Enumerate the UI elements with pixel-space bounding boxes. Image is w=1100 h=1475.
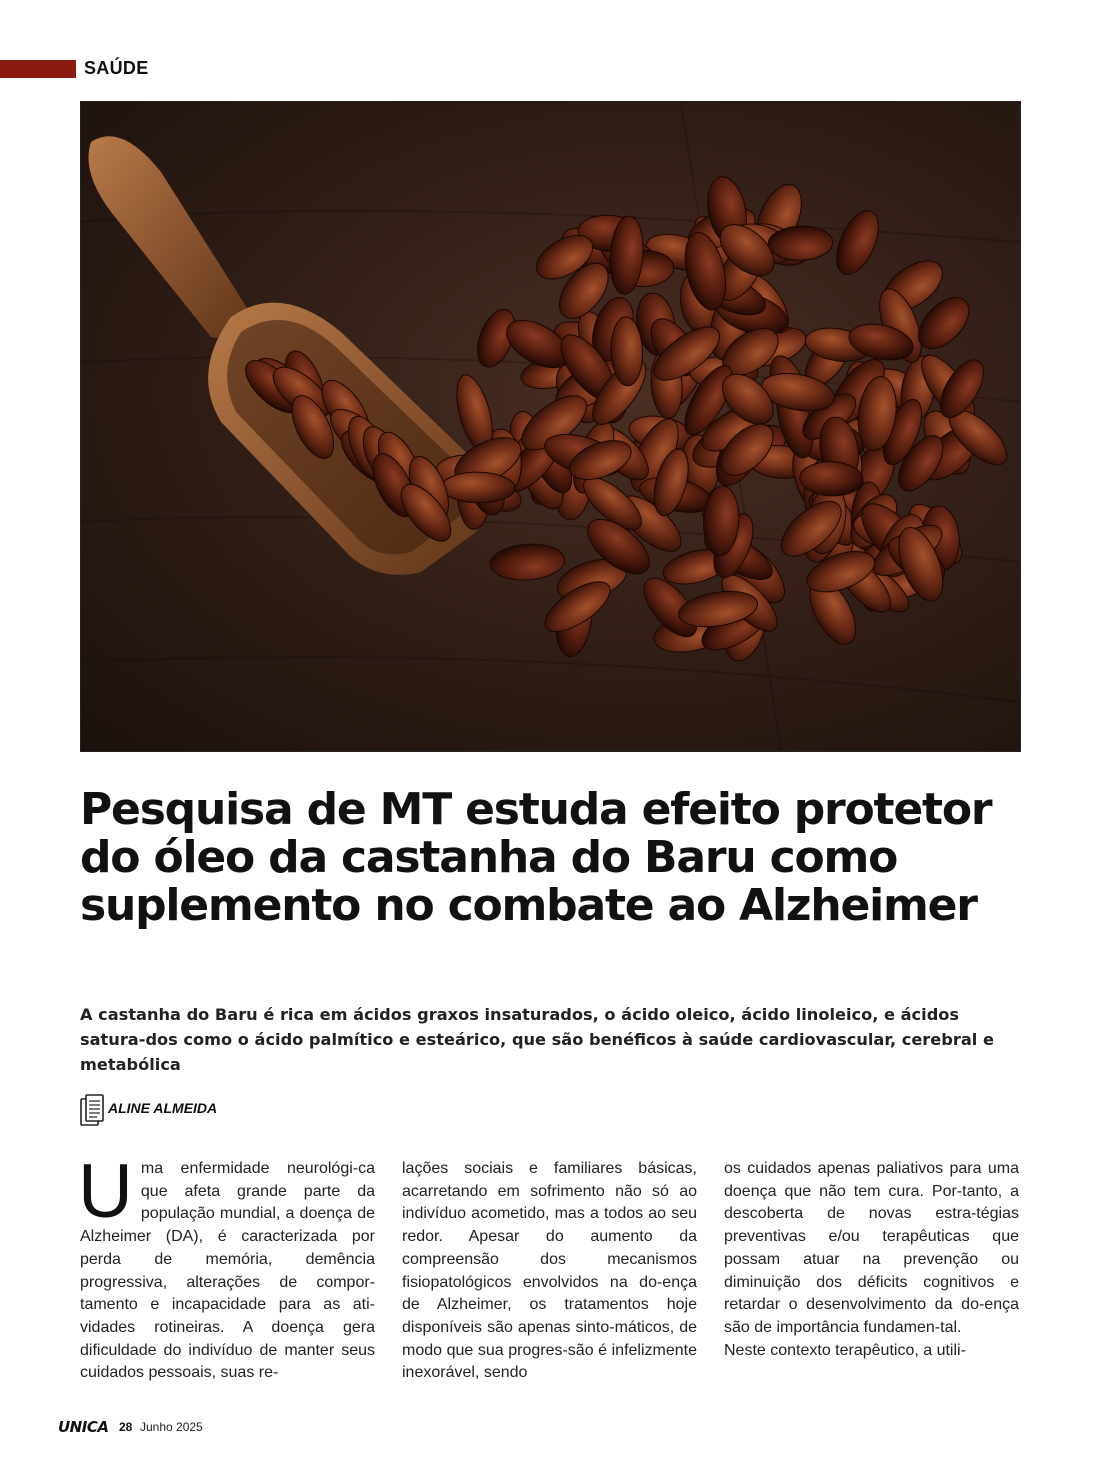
document-icon — [80, 1093, 106, 1131]
baru-nut — [489, 542, 566, 583]
body-text: os cuidados apenas paliativos para uma doença que não tem cura. Por-tanto, a descoberta de novas estra-tégias preventivas e/ou terapêuticas que possam atuar na prevenção ou diminuição dos déficits cognitivos e retardar o desenvolvimento da do-ença são de importância fundamen-tal. — [724, 1160, 1019, 1336]
article-photo — [80, 101, 1021, 752]
page-number: 28 — [119, 1420, 133, 1434]
headline: Pesquisa de MT estuda efeito protetor do óleo da castanha do Baru como suplemento no combate ao Alzheimer — [80, 784, 992, 931]
issue-date: Junho 2025 — [140, 1420, 203, 1434]
body-column-2 — [402, 1158, 697, 1385]
baru-nut — [828, 205, 887, 281]
byline-author: ALINE ALMEIDA — [108, 1100, 218, 1116]
body-column-1 — [78, 1149, 375, 1385]
body-text: ma enfermidade neurológi-ca que afeta grande parte da população mundial, a doença de Alzheimer (DA), é caracterizada por perda de memória, demência progressiva, alterações de compor-tamento e incapacidade para as ati-vidades rotineiras. A doença gera dificuldade do indivíduo de manter seus cuidados pessoais, suas re- — [80, 1160, 375, 1382]
dropcap: U — [78, 1149, 133, 1234]
body-column-3 — [724, 1158, 1019, 1362]
body-text: lações sociais e familiares básicas, acarretando em sofrimento não só ao indivíduo acometido, mas a todos ao seu redor. Apesar do aumento da compreensão dos mecanismos fisiopatológicos envolvidos na do-ença de Alzheimer, os tratamentos hoje disponíveis são apenas sinto-máticos, de modo que sua progres-são é infelizmente inexorável, sendo — [402, 1160, 697, 1382]
baru-nuts-illustration — [81, 102, 1020, 751]
body-text: Neste contexto terapêutico, a utili- — [724, 1341, 966, 1359]
section-label: SAÚDE — [84, 58, 149, 78]
deck: A castanha do Baru é rica em ácidos graxos insaturados, o ácido oleico, ácido linoleico, e ácidos satura-dos como o ácido palmítico e esteárico, que são benéficos à saúde cardiovascular, cerebral e metabólica — [80, 1005, 994, 1074]
section-accent-bar — [0, 60, 76, 78]
magazine-brand: UNICA — [58, 1418, 109, 1436]
